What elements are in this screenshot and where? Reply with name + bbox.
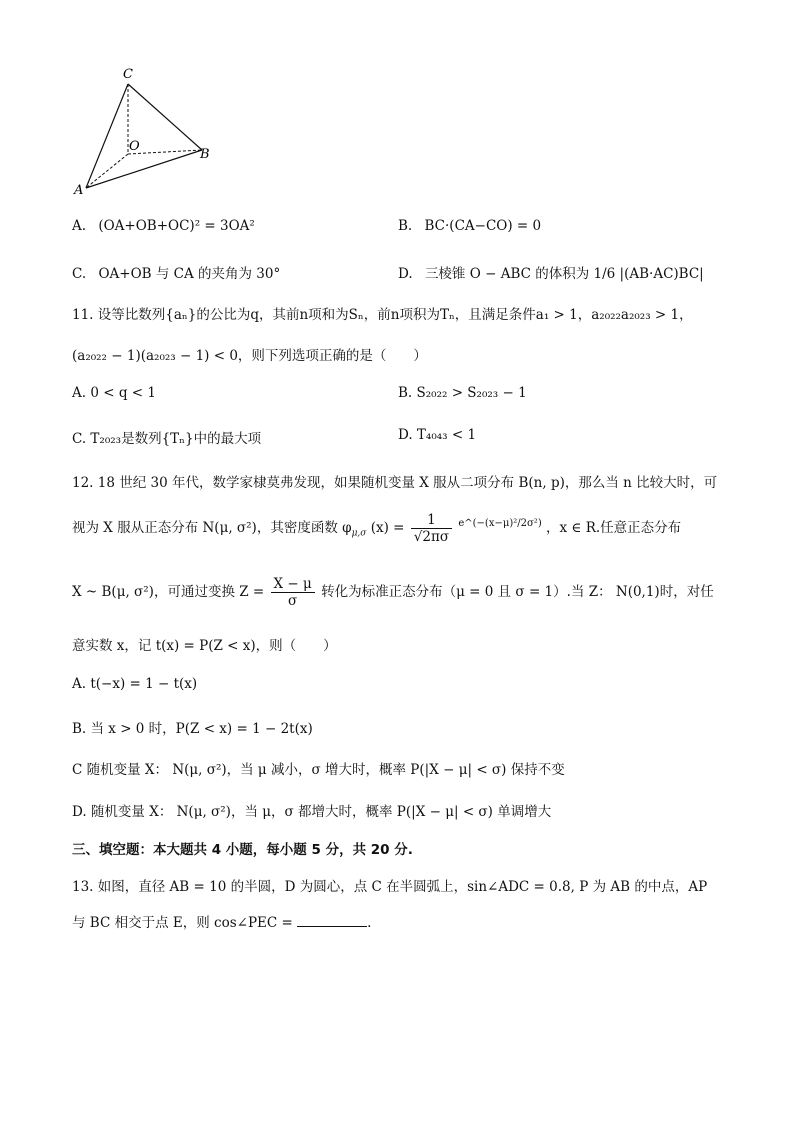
q12-option-b: B. 当 x > 0 时，P(Z < x) = 1 − 2t(x): [72, 721, 313, 737]
q12-option-a: A. t(−x) = 1 − t(x): [72, 676, 198, 692]
q13-line2-text: 与 BC 相交于点 E，则 cos∠PEC =: [72, 915, 293, 931]
q11-option-b: B. S₂₀₂₂ > S₂₀₂₃ − 1: [398, 385, 527, 401]
q10-option-c-label: C.: [72, 266, 87, 282]
q12-transform-numerator: X − μ: [271, 576, 315, 593]
label-a: A: [74, 183, 84, 198]
q12-option-c: C 随机变量 X： N(μ, σ²)，当 μ 减小，σ 增大时，概率 P(|X − μ| < σ) 保持不变: [72, 762, 565, 778]
q12-transform-fraction: [271, 576, 315, 609]
q12-transform-denominator: σ: [288, 593, 298, 609]
q12-density-numerator: 1: [411, 512, 452, 529]
edge-ca: [86, 84, 128, 188]
label-c: C: [123, 67, 133, 82]
q12-exponent: e^(−(x−μ)²/2σ²): [458, 518, 542, 529]
q10-option-a: [72, 218, 255, 234]
q11-stem-line1: 11. 设等比数列{aₙ}的公比为q，其前n项和为Sₙ，前n项积为Tₙ，且满足条件a₁ > 1，a₂₀₂₂a₂₀₂₃ > 1，: [72, 307, 693, 323]
q12-line3-part-a: X ~ B(μ, σ²)，可通过变换 Z =: [72, 584, 265, 600]
answer-blank[interactable]: [297, 914, 367, 927]
q12-line4: 意实数 x，记 t(x) = P(Z < x)，则（ ）: [72, 638, 337, 654]
q12-density-fraction: [411, 512, 452, 545]
q10-option-a-label: A.: [72, 218, 87, 234]
q12-line1: 12. 18 世纪 30 年代，数学家棣莫弗发现，如果随机变量 X 服从二项分布 B(n, p)，那么当 n 比较大时，可: [72, 475, 718, 491]
q12-line2-part-a: 视为 X 服从正态分布 N(μ, σ²)，其密度函数 φ: [72, 520, 352, 536]
tetrahedron-diagram: [68, 62, 228, 202]
q11-option-c: C. T₂₀₂₃是数列{Tₙ}中的最大项: [72, 431, 262, 447]
q11-stem-line2: (a₂₀₂₂ − 1)(a₂₀₂₃ − 1) < 0，则下列选项正确的是（ ）: [72, 348, 427, 364]
q10-option-d-text: 三棱锥 O − ABC 的体积为 1/6 |(AB·AC)BC|: [424, 266, 704, 282]
label-b: B: [200, 147, 210, 162]
q13-line1: 13. 如图，直径 AB = 10 的半圆，D 为圆心，点 C 在半圆弧上，sin∠ADC = 0.8, P 为 AB 的中点，AP: [72, 879, 708, 895]
q12-line2-part-b: (x) =: [370, 520, 405, 536]
q13-line2-end: .: [367, 915, 372, 931]
q12-density-denominator: √2πσ: [413, 529, 450, 545]
q10-option-d-label: D.: [398, 266, 413, 282]
q12-line2-part-c: ，x ∈ R.任意正态分布: [546, 520, 682, 536]
q10-option-b-text: BC·(CA−CO) = 0: [424, 218, 542, 234]
q12-option-d: D. 随机变量 X： N(μ, σ²)，当 μ，σ 都增大时，概率 P(|X − μ| < σ) 单调增大: [72, 804, 552, 820]
q11-option-d: D. T₄₀₄₃ < 1: [398, 427, 477, 443]
q12-line3: [72, 576, 714, 609]
label-o: O: [129, 139, 140, 154]
q10-option-a-text: (OA+OB+OC)² = 3OA²: [98, 218, 255, 234]
q12-line3-part-b: 转化为标准正态分布（μ = 0 且 σ = 1）.当 Z： N(0,1)时，对任: [321, 584, 714, 600]
q10-option-c: [72, 262, 280, 282]
q12-line2: 视为 X 服从正态分布 N(μ, σ²)，其密度函数 $\varphi_{\mu,\sigma}$ (x) = $\frac{1}{√2\pi\sigma}$ $^{e\^{}(-(x-\mu)^2/2\sigma^2)}$ ，x ∈ R.任意正态分布: [72, 512, 682, 545]
q10-option-b: [398, 218, 541, 234]
q11-option-a: A. 0 < q < 1: [72, 385, 156, 401]
q10-option-b-label: B.: [398, 218, 413, 234]
edge-ab: [86, 150, 202, 188]
q13-line2: [72, 911, 371, 931]
q10-option-c-text: OA+OB 与 CA 的夹角为 30°: [98, 266, 281, 282]
section-title-fill-blank: 三、填空题：本大题共 4 小题，每小题 5 分，共 20 分.: [72, 842, 413, 858]
q10-option-d: [398, 262, 704, 282]
